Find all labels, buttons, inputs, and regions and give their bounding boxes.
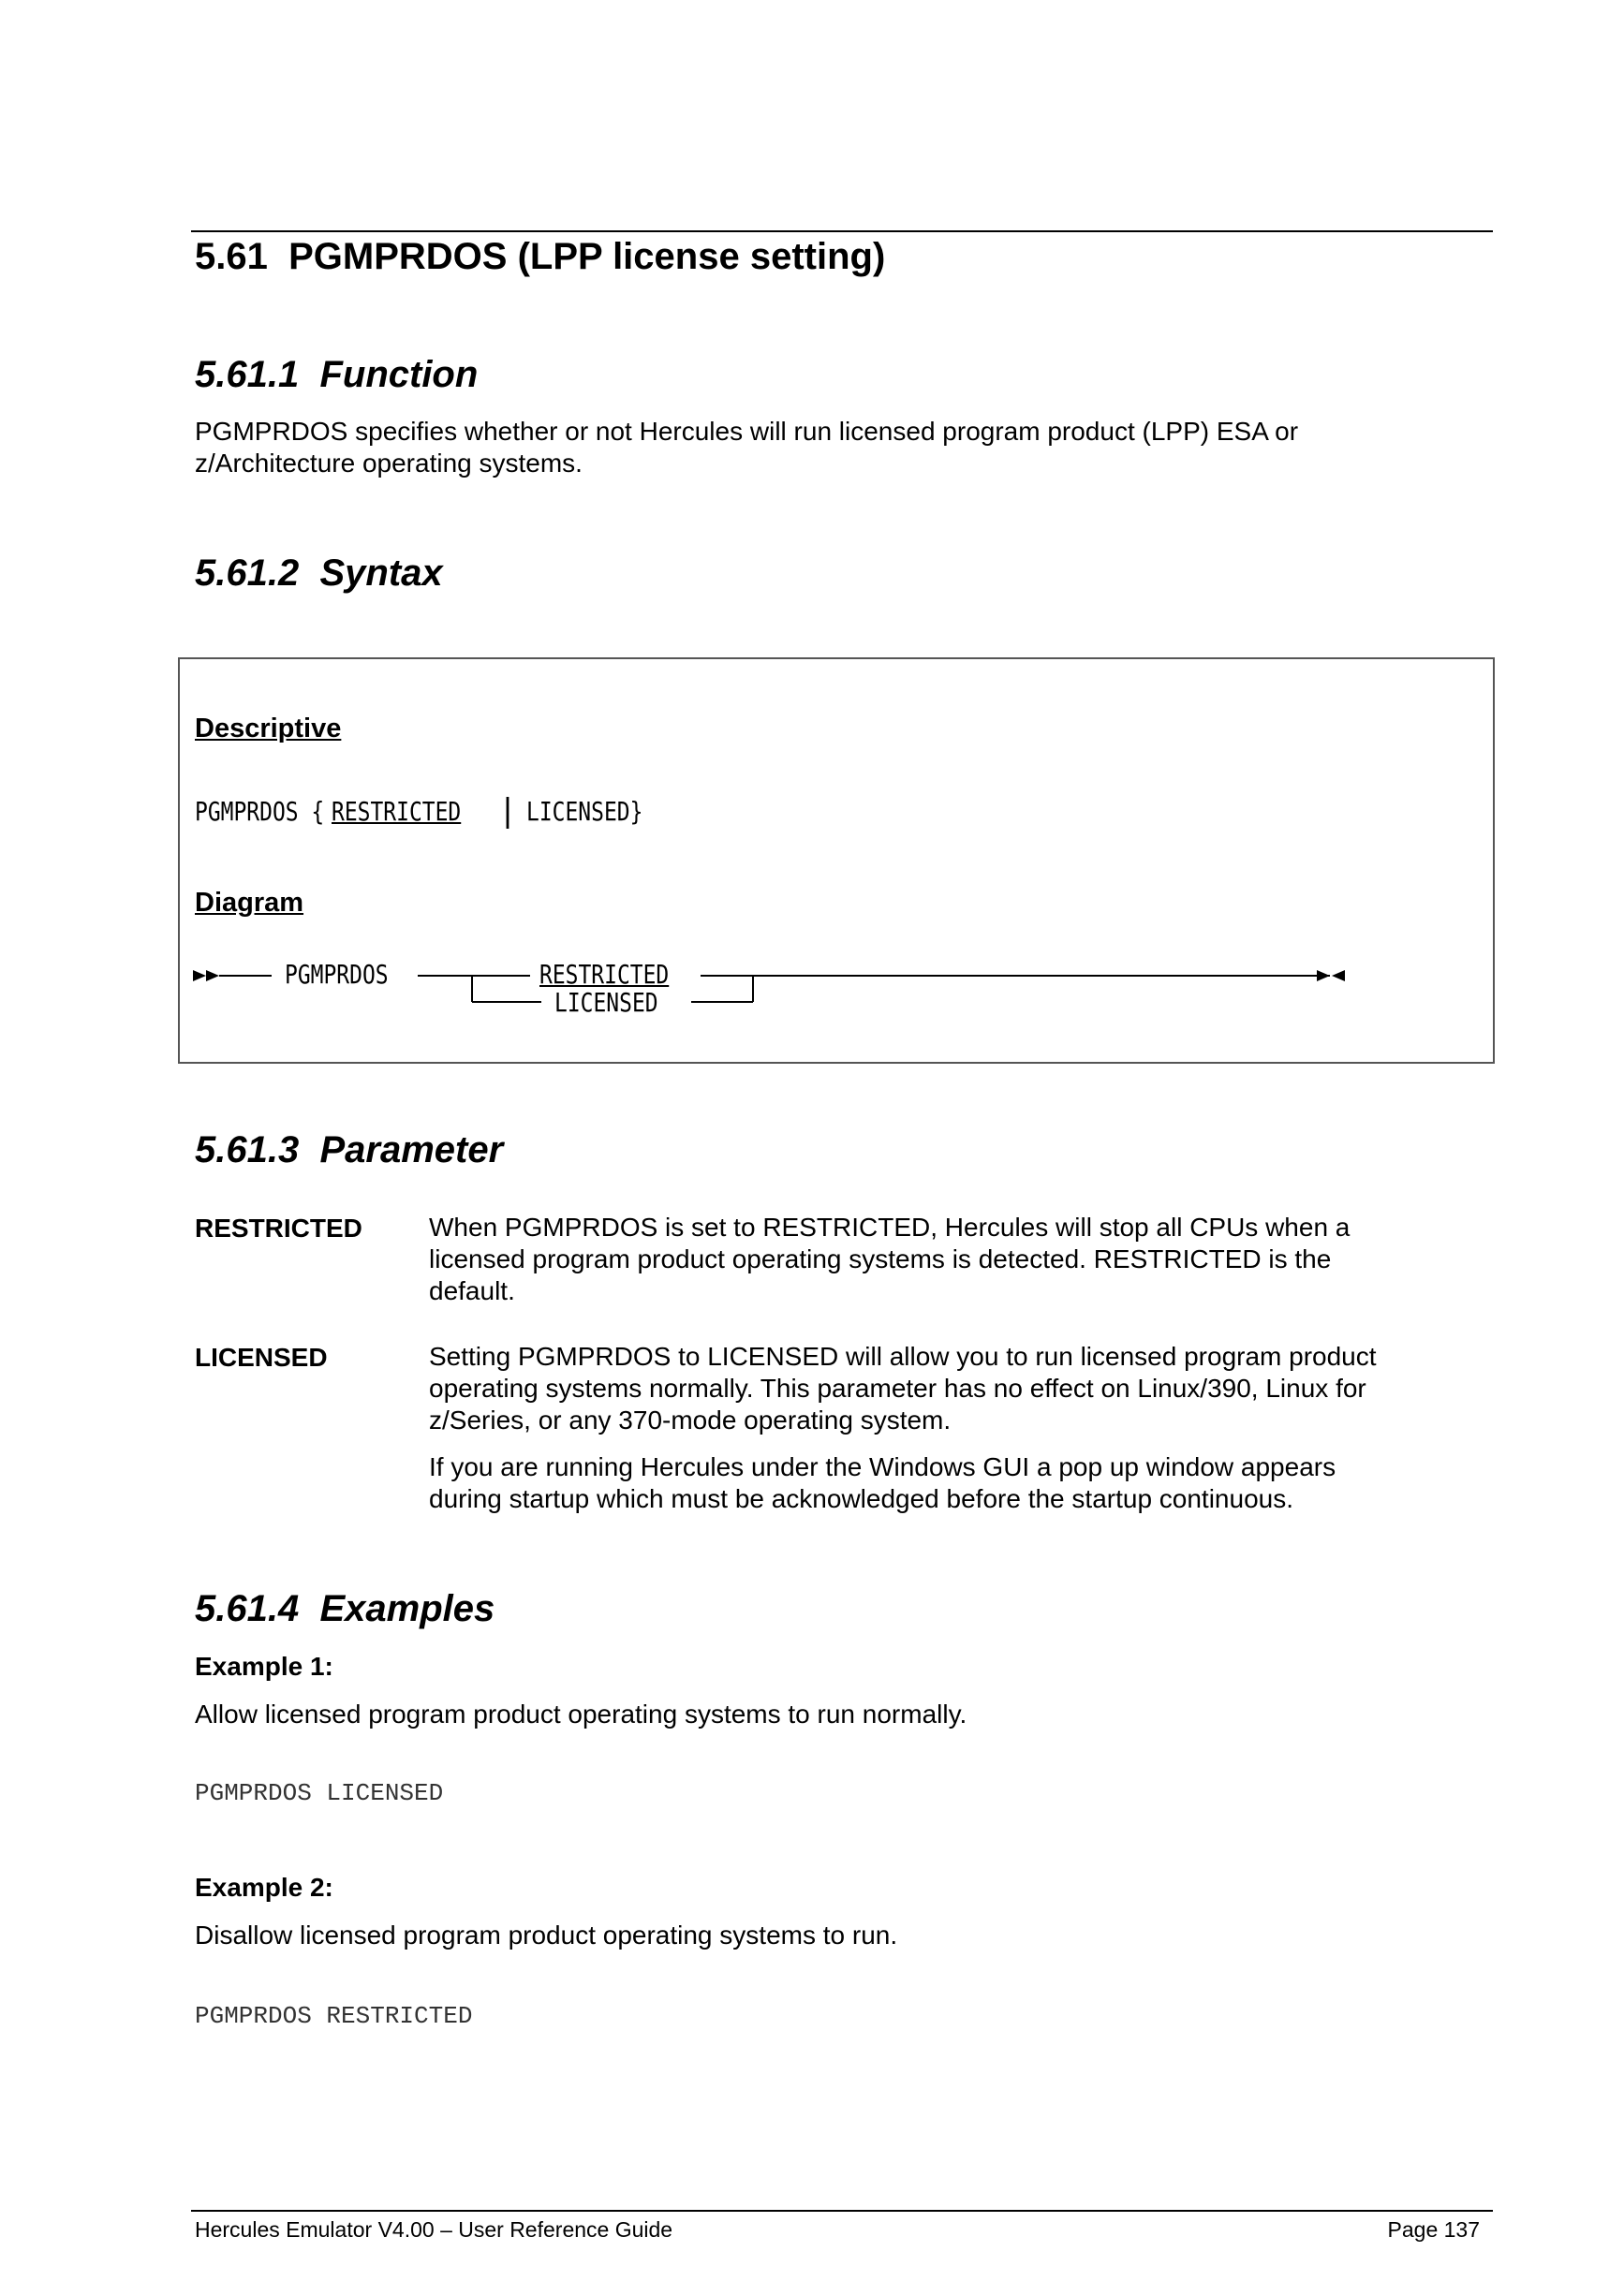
parameter-desc-line: z/Series, or any 370-mode operating system. (429, 1406, 952, 1435)
parameter-desc-line: If you are running Hercules under the Windows GUI a pop up window appears (429, 1452, 1336, 1481)
parameter-desc-licensed (429, 1341, 1377, 1436)
descriptive-option-restricted: RESTRICTED (332, 795, 462, 827)
descriptive-label: Descriptive (195, 714, 342, 743)
descriptive-option-licensed: LICENSED} (526, 795, 643, 827)
parameter-name-licensed: LICENSED (195, 1343, 328, 1372)
section-top-rule (191, 230, 1493, 232)
syntax-heading-text: Syntax (319, 552, 443, 594)
parameter-desc-line: default. (429, 1276, 515, 1305)
parameter-heading (195, 1129, 503, 1171)
example-2-description: Disallow licensed program product operating systems to run. (195, 1921, 898, 1950)
function-heading (195, 354, 478, 396)
section-title-text: PGMPRDOS (LPP license setting) (288, 236, 886, 277)
example-1-description: Allow licensed program product operating systems to run normally. (195, 1700, 967, 1729)
parameter-heading-number: 5.61.3 (195, 1129, 300, 1170)
diagram-start-arrow-1 (193, 970, 206, 981)
function-line: PGMPRDOS specifies whether or not Hercules will run licensed program product (LPP) ESA or (195, 417, 1299, 446)
descriptive-separator: | (502, 792, 513, 830)
descriptive-syntax (195, 792, 669, 830)
parameter-desc-line: Setting PGMPRDOS to LICENSED will allow you to run licensed program product (429, 1342, 1377, 1371)
section-number: 5.61 (195, 236, 268, 277)
examples-heading (195, 1588, 495, 1630)
diagram-option-restricted: RESTRICTED (539, 959, 670, 990)
examples-heading-number: 5.61.4 (195, 1588, 300, 1629)
footer-page-number: Page 137 (1387, 2217, 1480, 2242)
parameter-name-restricted: RESTRICTED (195, 1214, 362, 1243)
footer-rule (191, 2210, 1493, 2212)
function-line: z/Architecture operating systems. (195, 449, 583, 478)
syntax-heading-number: 5.61.2 (195, 552, 300, 594)
example-1-code: PGMPRDOS LICENSED (195, 1779, 444, 1807)
syntax-heading (195, 552, 443, 595)
diagram-option-licensed: LICENSED (554, 987, 658, 1018)
function-heading-number: 5.61.1 (195, 354, 300, 395)
example-2-label: Example 2: (195, 1873, 333, 1902)
parameter-desc-line: during startup which must be acknowledged before the startup continuous. (429, 1484, 1294, 1513)
diagram-start-arrow-2 (206, 970, 219, 981)
parameter-desc-line: operating systems normally. This parameter has no effect on Linux/390, Linux for (429, 1374, 1366, 1403)
diagram-command: PGMPRDOS (285, 959, 389, 990)
function-description (195, 416, 1298, 479)
parameter-heading-text: Parameter (319, 1129, 504, 1170)
diagram-end-stop (1332, 970, 1345, 981)
example-2-code: PGMPRDOS RESTRICTED (195, 2002, 473, 2030)
parameter-desc-line: licensed program product operating systems is detected. RESTRICTED is the (429, 1244, 1332, 1273)
parameter-desc-restricted (429, 1212, 1350, 1307)
parameter-desc-line: When PGMPRDOS is set to RESTRICTED, Hercules will stop all CPUs when a (429, 1213, 1351, 1242)
parameter-desc-licensed-note (429, 1451, 1336, 1515)
examples-heading-text: Examples (319, 1588, 495, 1629)
example-1-label: Example 1: (195, 1652, 333, 1681)
section-title (195, 236, 885, 278)
diagram-label: Diagram (195, 888, 304, 918)
diagram-end-arrow (1317, 970, 1330, 981)
descriptive-command: PGMPRDOS { (195, 795, 325, 827)
syntax-diagram (187, 948, 1405, 1032)
footer-left: Hercules Emulator V4.00 – User Reference Guide (195, 2217, 673, 2242)
function-heading-text: Function (319, 354, 479, 395)
